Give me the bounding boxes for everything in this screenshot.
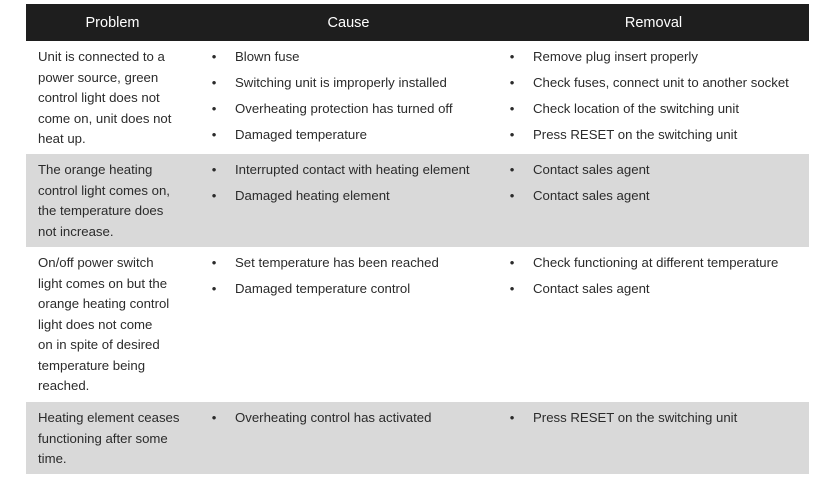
table-body xyxy=(26,41,809,474)
problem-text-line: temperature being xyxy=(38,357,146,373)
cause-list xyxy=(199,253,498,305)
problem-text-line: time. xyxy=(38,451,67,466)
cause-cell xyxy=(199,154,498,247)
bullet-icon: • xyxy=(211,410,217,425)
list-item xyxy=(199,186,498,212)
cause-item-text: Damaged temperature control xyxy=(235,281,411,296)
cause-list xyxy=(199,47,498,151)
problem-text-line: not increase. xyxy=(38,223,114,239)
bullet-icon: • xyxy=(509,75,515,90)
bullet-icon: • xyxy=(509,49,515,64)
bullet-icon: • xyxy=(211,162,217,177)
cause-cell xyxy=(199,247,498,402)
cause-item-text: Overheating control has activated xyxy=(235,410,432,425)
cause-item-text: Switching unit is improperly installed xyxy=(235,75,447,90)
list-item xyxy=(498,253,809,279)
bullet-icon: • xyxy=(211,127,217,142)
removal-item-text: Check location of the switching unit xyxy=(533,101,739,116)
cause-list xyxy=(199,408,498,434)
removal-item-text: Remove plug insert properly xyxy=(533,49,698,64)
header-cause: Cause xyxy=(327,14,370,31)
problem-text-line: Unit is connected to a xyxy=(38,49,165,64)
problem-text-line: power source, green xyxy=(38,69,159,85)
list-item xyxy=(498,125,809,151)
list-item xyxy=(498,279,809,305)
bullet-icon: • xyxy=(211,101,217,116)
problem-text-line: on in spite of desired xyxy=(38,337,160,352)
removal-list xyxy=(498,408,809,434)
table-header xyxy=(26,4,809,41)
removal-item-text: Contact sales agent xyxy=(533,162,650,177)
list-item xyxy=(498,160,809,186)
removal-item-text: Contact sales agent xyxy=(533,281,650,296)
table-row xyxy=(26,41,809,154)
bullet-icon: • xyxy=(509,162,515,177)
problem-cell xyxy=(26,402,199,474)
bullet-icon: • xyxy=(211,281,217,296)
bullet-icon: • xyxy=(211,188,217,203)
table-row xyxy=(26,402,809,474)
problem-cell xyxy=(26,41,199,154)
list-item xyxy=(199,279,498,305)
bullet-icon: • xyxy=(509,410,515,425)
cause-item-text: Interrupted contact with heating element xyxy=(235,162,470,177)
removal-list xyxy=(498,160,809,212)
problem-text-line: heat up. xyxy=(38,131,86,146)
problem-text-line: come on, unit does not xyxy=(38,110,172,126)
problem-text-line: light comes on but the xyxy=(38,275,168,291)
problem-text-line: control light comes on, xyxy=(38,182,170,198)
problem-text-line: functioning after some xyxy=(38,430,168,446)
bullet-icon: • xyxy=(211,49,217,64)
bullet-icon: • xyxy=(509,281,515,296)
problem-text-line: reached. xyxy=(38,378,90,393)
removal-list xyxy=(498,47,809,151)
list-item xyxy=(199,125,498,151)
cause-item-text: Set temperature has been reached xyxy=(235,255,439,270)
list-item xyxy=(498,47,809,73)
table-row xyxy=(26,247,809,402)
removal-item-text: Press RESET on the switching unit xyxy=(533,127,738,142)
bullet-icon: • xyxy=(509,188,515,203)
problem-text-line: orange heating control xyxy=(38,296,170,311)
bullet-icon: • xyxy=(509,255,515,270)
removal-cell xyxy=(498,247,809,402)
problem-text-line: On/off power switch xyxy=(38,255,154,270)
list-item xyxy=(199,408,498,434)
removal-cell xyxy=(498,154,809,247)
cause-cell xyxy=(199,402,498,474)
troubleshooting-table xyxy=(26,4,809,474)
header-problem: Problem xyxy=(85,14,140,31)
cause-list xyxy=(199,160,498,212)
problem-cell xyxy=(26,154,199,247)
removal-item-text: Contact sales agent xyxy=(533,188,650,203)
list-item xyxy=(199,160,498,186)
removal-cell xyxy=(498,402,809,474)
bullet-icon: • xyxy=(211,75,217,90)
list-item xyxy=(498,408,809,434)
cause-item-text: Damaged temperature xyxy=(235,127,367,142)
cause-item-text: Overheating protection has turned off xyxy=(235,101,453,116)
list-item xyxy=(199,253,498,279)
bullet-icon: • xyxy=(509,101,515,116)
problem-text-line: Heating element ceases xyxy=(38,410,180,425)
header-removal: Removal xyxy=(624,14,683,31)
problem-text-line: The orange heating xyxy=(38,162,153,177)
cause-item-text: Damaged heating element xyxy=(235,188,390,203)
list-item xyxy=(199,73,498,99)
list-item xyxy=(498,99,809,125)
removal-list xyxy=(498,253,809,305)
list-item xyxy=(199,47,498,73)
table-row xyxy=(26,154,809,247)
list-item xyxy=(199,99,498,125)
problem-cell xyxy=(26,247,199,402)
problem-text-line: the temperature does xyxy=(38,203,164,218)
problem-text-line: light does not come xyxy=(38,316,153,332)
removal-cell xyxy=(498,41,809,154)
cause-cell xyxy=(199,41,498,154)
bullet-icon: • xyxy=(211,255,217,270)
list-item xyxy=(498,73,809,99)
removal-item-text: Press RESET on the switching unit xyxy=(533,410,738,425)
list-item xyxy=(498,186,809,212)
removal-item-text: Check functioning at different temperature xyxy=(533,255,779,270)
removal-item-text: Check fuses, connect unit to another socket xyxy=(533,75,789,90)
problem-text-line: control light does not xyxy=(38,90,160,105)
bullet-icon: • xyxy=(509,127,515,142)
cause-item-text: Blown fuse xyxy=(235,49,300,64)
